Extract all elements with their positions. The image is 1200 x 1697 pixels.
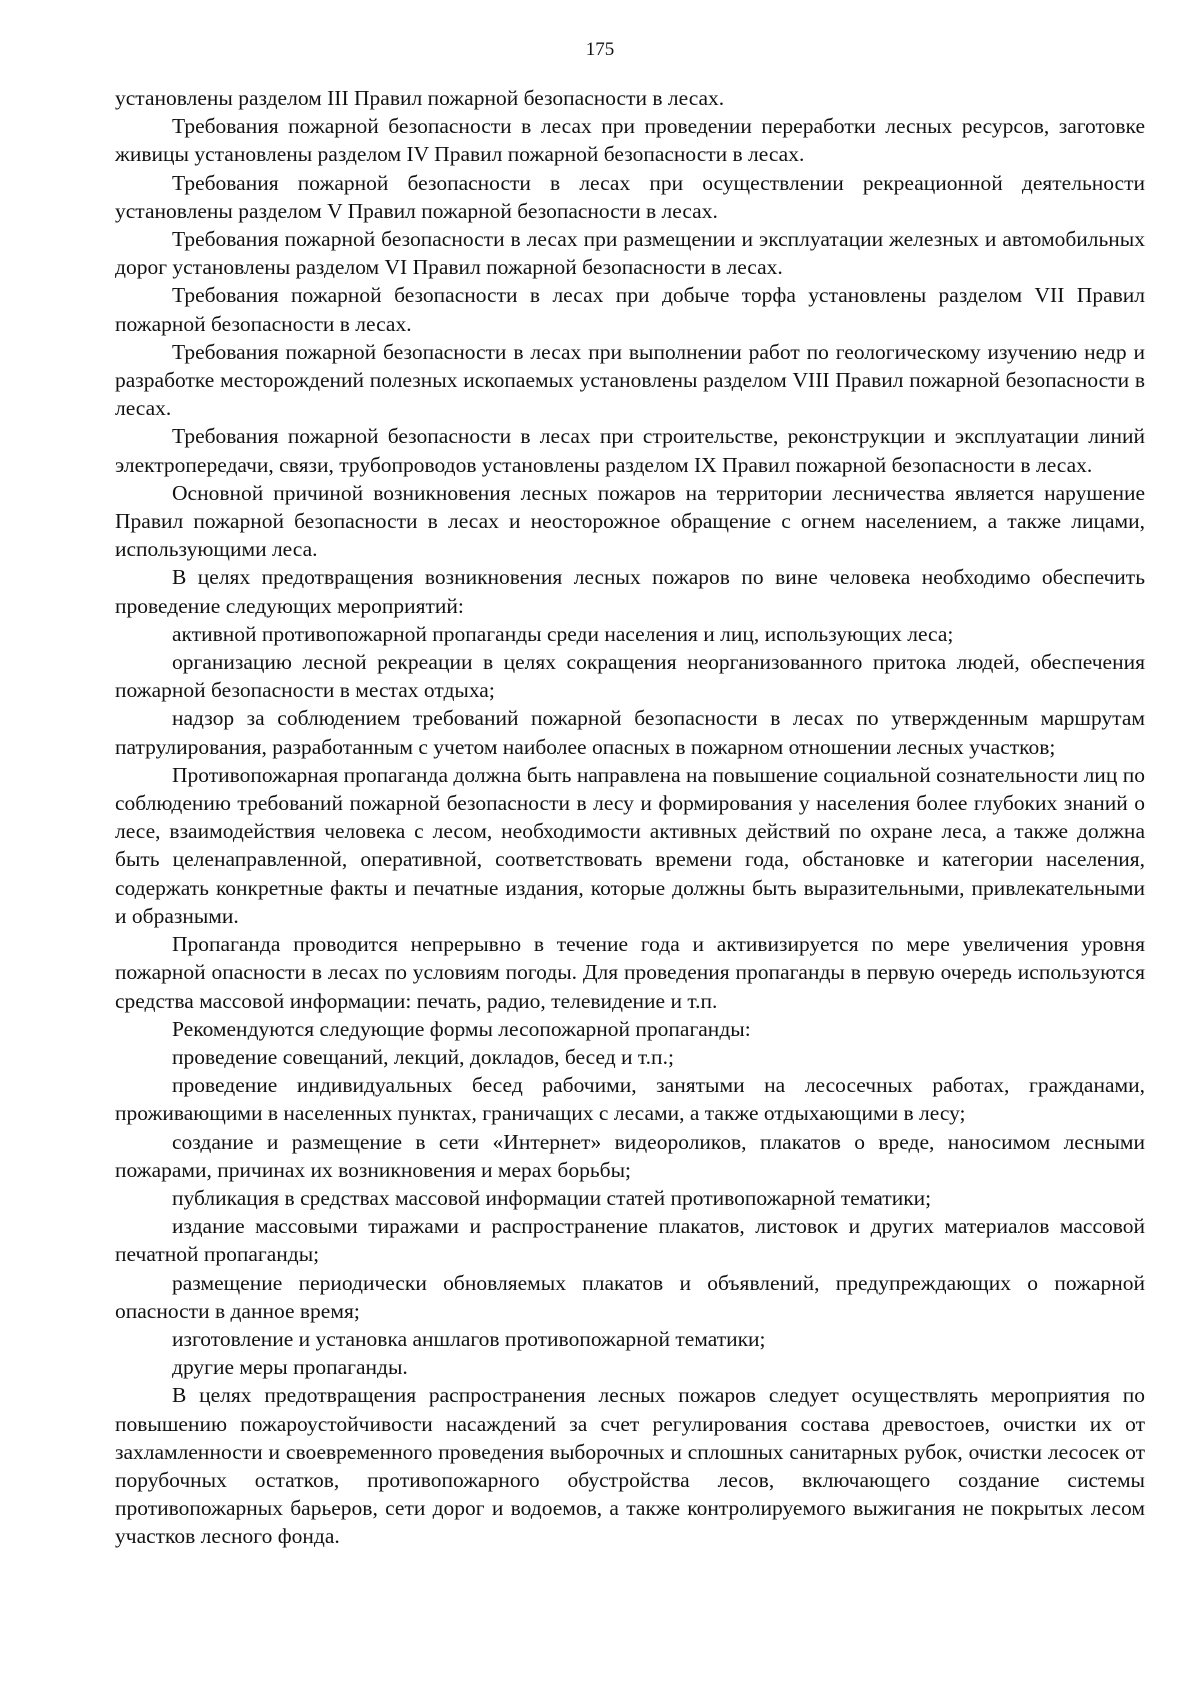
list-item-11: другие меры пропаганды. — [172, 1355, 408, 1380]
list-item-2: организацию лесной рекреации в целях сокращения неорганизованного притока людей, обеспечения пожарной безопасности в местах отдыха; — [115, 650, 1145, 703]
paragraph-3: Требования пожарной безопасности в лесах при осуществлении рекреационной деятельности установлены разделом V Правил пожарной безопасности в лесах. — [115, 170, 1145, 223]
paragraph-11: Пропаганда проводится непрерывно в течение года и активизируется по мере увеличения уровня пожарной опасности в лесах по условиям погоды. Для проведения пропаганды в первую очередь используются средства массовой информации: печать, радио, телевидение и т.п. — [115, 932, 1145, 1013]
paragraph-8: Основной причиной возникновения лесных пожаров на территории лесничества является нарушение Правил пожарной безопасности в лесах и неосторожное обращение с огнем населением, а также лицами, использующими леса. — [115, 480, 1145, 562]
list-item-10: изготовление и установка аншлагов противопожарной тематики; — [172, 1326, 766, 1351]
paragraph-1: установлены разделом III Правил пожарной безопасности в лесах. — [115, 86, 725, 110]
list-item-6: создание и размещение в сети «Интернет» видеороликов, плакатов о вреде, наносимом лесными пожарами, причинах их возникновения и мерах борьбы; — [115, 1129, 1145, 1182]
list-item-7: публикация в средствах массовой информации статей противопожарной тематики; — [172, 1185, 932, 1210]
paragraph-4: Требования пожарной безопасности в лесах при размещении и эксплуатации железных и автомобильных дорог установлены разделом VI Правил пожарной безопасности в лесах. — [115, 227, 1145, 280]
list-item-1: активной противопожарной пропаганды среди населения и лиц, использующих леса; — [172, 621, 954, 646]
page-number: 175 — [585, 39, 615, 60]
paragraph-5: Требования пожарной безопасности в лесах при добыче торфа установлены разделом VII Правил пожарной безопасности в лесах. — [115, 283, 1145, 336]
paragraph-2: Требования пожарной безопасности в лесах при проведении переработки лесных ресурсов, заготовке живицы установлены разделом IV Правил пожарной безопасности в лесах. — [115, 114, 1145, 167]
paragraph-12: Рекомендуются следующие формы лесопожарной пропаганды: — [172, 1016, 751, 1041]
paragraph-13: В целях предотвращения распространения лесных пожаров следует осуществлять мероприятия по повышению пожароустойчивости насаждений за счет регулирования состава древостоев, очистки их от захламленности и своевременного проведения выборочных и сплошных санитарных рубок, очистки лесосек от порубочных остатков, противопожарного обустройства лесов, включающего создание системы противопожарных барьеров, сети дорог и водоемов, а также контролируемого выжигания не покрытых лесом участков лесного фонда. — [115, 1383, 1145, 1549]
paragraph-9: В целях предотвращения возникновения лесных пожаров по вине человека необходимо обеспечить проведение следующих мероприятий: — [115, 565, 1145, 618]
list-item-9: размещение периодически обновляемых плакатов и объявлений, предупреждающих о пожарной опасности в данное время; — [115, 1270, 1145, 1323]
paragraph-10: Противопожарная пропаганда должна быть направлена на повышение социальной сознательности лиц по соблюдению требований пожарной безопасности в лесу и формирования у населения более глубоких знаний о лесе, взаимодействия человека с лесом, необходимости активных действий по охране леса, а также должна быть целенаправленной, оперативной, соответствовать времени года, обстановке и категории населения, содержать конкретные факты и печатные издания, которые должны быть выразительными, привлекательными и образными. — [115, 762, 1145, 928]
paragraph-6: Требования пожарной безопасности в лесах при выполнении работ по геологическому изучению недр и разработке месторождений полезных ископаемых установлены разделом VIII Правил пожарной безопасности в лесах. — [115, 339, 1145, 421]
paragraph-7: Требования пожарной безопасности в лесах при строительстве, реконструкции и эксплуатации линий электропередачи, связи, трубопроводов установлены разделом IX Правил пожарной безопасности в лесах. — [115, 424, 1145, 477]
list-item-8: издание массовыми тиражами и распространение плакатов, листовок и других материалов массовой печатной пропаганды; — [115, 1214, 1145, 1267]
list-item-3: надзор за соблюдением требований пожарной безопасности в лесах по утвержденным маршрутам патрулирования, разработанным с учетом наиболее опасных в пожарном отношении лесных участков; — [115, 706, 1145, 759]
list-item-5: проведение индивидуальных бесед рабочими, занятыми на лесосечных работах, гражданами, проживающими в населенных пунктах, граничащих с лесами, а также отдыхающими в лесу; — [115, 1073, 1145, 1126]
document-body — [115, 84, 1145, 1551]
list-item-4: проведение совещаний, лекций, докладов, бесед и т.п.; — [172, 1044, 674, 1069]
